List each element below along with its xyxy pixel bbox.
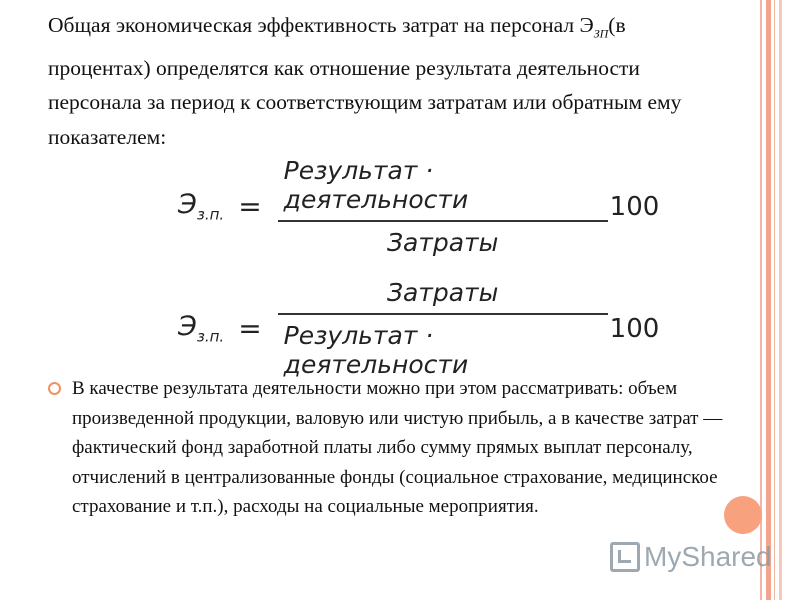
intro-subscript: ЗП bbox=[593, 26, 609, 41]
formula-numerator: Затраты bbox=[386, 278, 499, 307]
formula-multiplier: 100 bbox=[609, 191, 660, 222]
slide-content bbox=[48, 8, 728, 154]
formula-lhs: $Э_{з.п.}$ bbox=[178, 311, 225, 346]
formula-multiplier: 100 bbox=[609, 313, 660, 344]
bullet-circle-icon bbox=[48, 382, 61, 395]
bullet-paragraph: В качестве результата деятельности можно при этом рассматривать: объем произведенной продукции, валовую или чистую прибыль, а в качестве затрат — фактический фонд заработной платы либо сумму прямых выплат персоналу, отчислений в централизованные фонды (социальное страхование, медицинское страхование и т.п.), расходы на социальные мероприятия. bbox=[72, 378, 723, 517]
formula-numerator: Результат · деятельности bbox=[283, 156, 469, 214]
formula-costs-over-result bbox=[178, 278, 659, 379]
fraction-bar bbox=[278, 220, 608, 222]
formula-lhs: $Э_{з.п.}$ bbox=[178, 189, 225, 224]
formula-equals: = bbox=[238, 312, 262, 345]
watermark-logo: MyShared bbox=[610, 541, 772, 573]
formula-denominator: Затраты bbox=[386, 228, 499, 257]
intro-paragraph: Общая экономическая эффективность затрат на персонал $Э_{ЗП}(в$ процентах) определятся как отношение результата деятельности персонала за период к соответствующим затратам или обратным ему показателем: bbox=[48, 13, 682, 149]
watermark-icon bbox=[610, 542, 640, 572]
formula-denominator: Результат · деятельности bbox=[283, 321, 469, 379]
formula-fraction bbox=[278, 156, 608, 257]
formula-result-over-costs bbox=[178, 156, 659, 257]
formula-equals: = bbox=[238, 190, 262, 223]
formula-fraction bbox=[278, 278, 608, 379]
fraction-bar bbox=[278, 313, 608, 315]
